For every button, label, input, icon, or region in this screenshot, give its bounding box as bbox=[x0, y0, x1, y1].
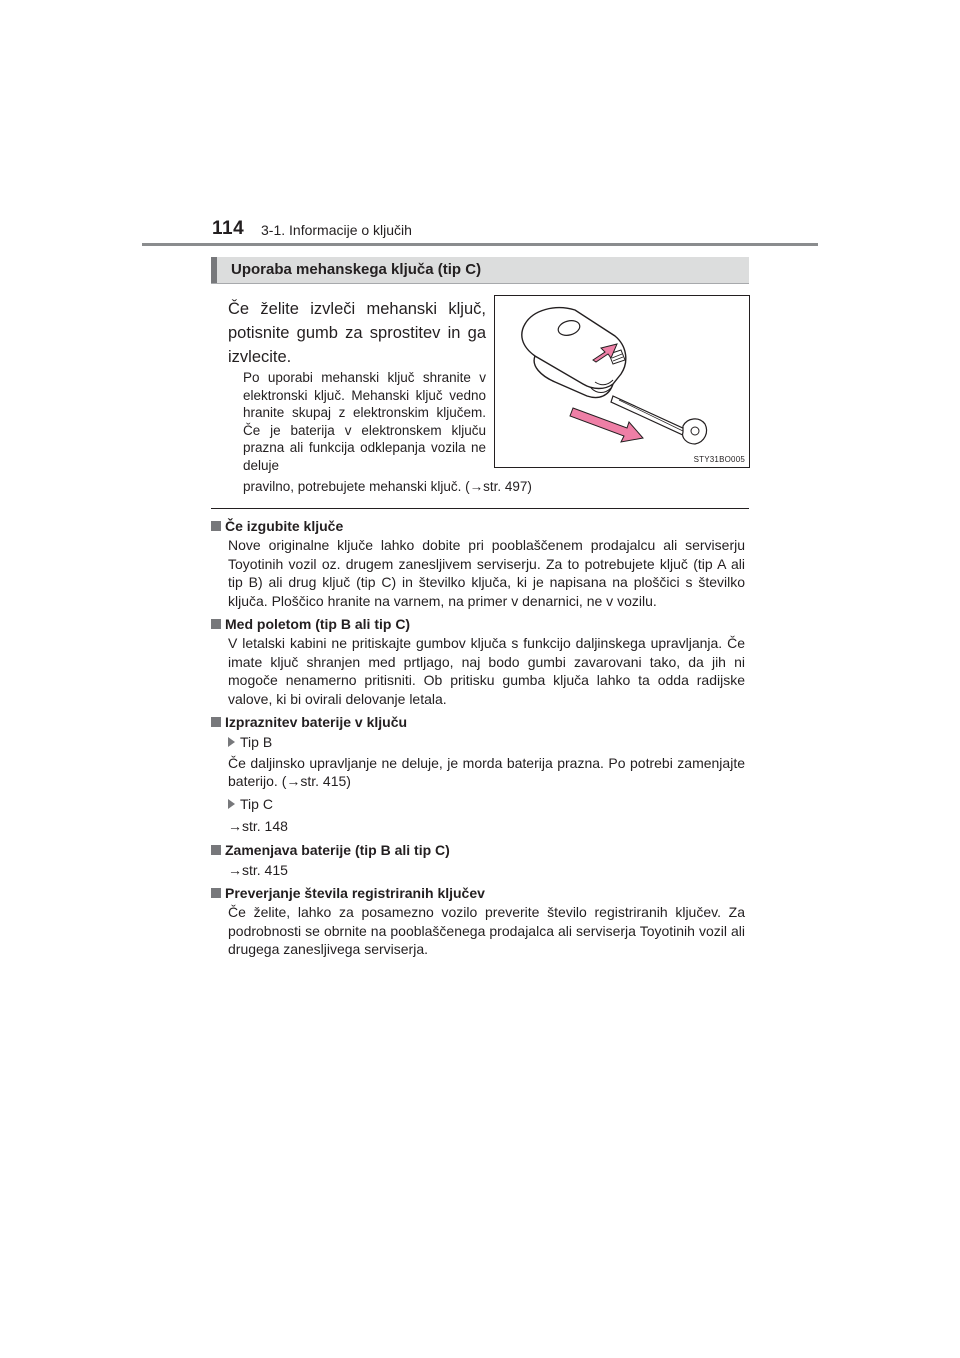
faq-body: V letalski kabini ne pritiskajte gumbov ključa s funkcijo daljinskega upravljanja. Če imate ključ shranjen med prtljago, naj bodo gumbi zavarovani tako, da jih ni mogoče nenamerno pritisniti. Ob pritisku gumba ključa lahko ta odda radijske valove, ki bi ovirali delovanje letala. bbox=[228, 635, 745, 707]
note-text: Po uporabi mehanski ključ shranite v elektronski ključ. Mehanski ključ vedno hranite skupaj z elektronskim ključem. Če je baterija v elektronskem ključu prazna ali funkcija odklepanja vozila ne deluje bbox=[243, 370, 486, 473]
faq-body: Če želite, lahko za posamezno vozilo preverite število registriranih ključev. Za podrobnosti se obrnite na pooblaščenega prodajalca ali serviserja Toyotinih vozil ali drugega zanesljivega serviserja. bbox=[228, 904, 745, 957]
triangle-bullet-icon bbox=[228, 799, 235, 809]
square-bullet-icon bbox=[211, 845, 221, 855]
faq-title: Če izgubite ključe bbox=[225, 518, 344, 534]
figure-code: STY31BO005 bbox=[693, 455, 745, 464]
faq-list bbox=[211, 517, 745, 964]
faq-heading bbox=[211, 713, 745, 731]
square-bullet-icon bbox=[211, 717, 221, 727]
faq-heading bbox=[211, 517, 745, 535]
sub-heading-type-b bbox=[228, 733, 745, 752]
faq-heading bbox=[211, 841, 745, 859]
square-bullet-icon bbox=[211, 521, 221, 531]
faq-body: Nove originalne ključe lahko dobite pri pooblaščenem prodajalcu ali serviserju Toyotinih vozil oz. drugem zanesljivem serviserju. Za to potrebujete ključ (tip A ali tip B) ali drug ključ (tip C) in številko ključa, ki je napisana na ploščici s številko ključa. Ploščico hranite na varnem, na primer v denarnici, ne v vozilu. bbox=[228, 537, 745, 609]
section-heading-bar bbox=[211, 257, 749, 283]
page-reference: →str. 148 bbox=[228, 818, 288, 834]
sub-heading-label: Tip C bbox=[240, 795, 273, 812]
mechanical-key-drawing bbox=[495, 296, 749, 467]
page-number: 114 bbox=[212, 218, 245, 239]
faq-heading bbox=[211, 615, 745, 633]
key-illustration bbox=[494, 295, 750, 468]
section-underline bbox=[211, 283, 749, 284]
instruction-text: Če želite izvleči mehanski ključ, potisnite gumb za sprostitev in ga izvlecite. bbox=[228, 300, 486, 366]
faq-title: Zamenjava baterije (tip B ali tip C) bbox=[225, 841, 450, 858]
chapter-title: 3-1. Informacije o ključih bbox=[261, 222, 412, 238]
faq-body: Če daljinsko upravljanje ne deluje, je morda baterija prazna. Po potrebi zamenjajte baterijo. (→str. 415) bbox=[228, 754, 745, 789]
sub-heading-type-c bbox=[228, 795, 745, 814]
square-bullet-icon bbox=[211, 619, 221, 629]
faq-heading bbox=[211, 884, 745, 902]
triangle-bullet-icon bbox=[228, 737, 235, 747]
faq-title: Izpraznitev baterije v ključu bbox=[225, 714, 408, 730]
header-rule bbox=[142, 243, 818, 246]
faq-title: Med poletom (tip B ali tip C) bbox=[225, 616, 411, 632]
faq-item-lost-keys bbox=[211, 517, 745, 610]
faq-title: Preverjanje števila registriranih ključev bbox=[225, 885, 485, 901]
section-title: Uporaba mehanskega ključa (tip C) bbox=[231, 261, 482, 278]
square-bullet-icon bbox=[211, 888, 221, 898]
page-header bbox=[0, 0, 960, 250]
page-reference: →str. 415 bbox=[228, 861, 288, 878]
faq-item-flight bbox=[211, 615, 745, 708]
faq-item-battery-depletion bbox=[211, 713, 745, 836]
sub-heading-label: Tip B bbox=[240, 734, 273, 750]
section-divider bbox=[211, 508, 749, 509]
faq-item-registered-keys bbox=[211, 884, 745, 959]
faq-item-battery-replacement bbox=[211, 841, 745, 880]
note-text-tail: pravilno, potrebujete mehanski ključ. (→str. 497) bbox=[243, 479, 532, 494]
